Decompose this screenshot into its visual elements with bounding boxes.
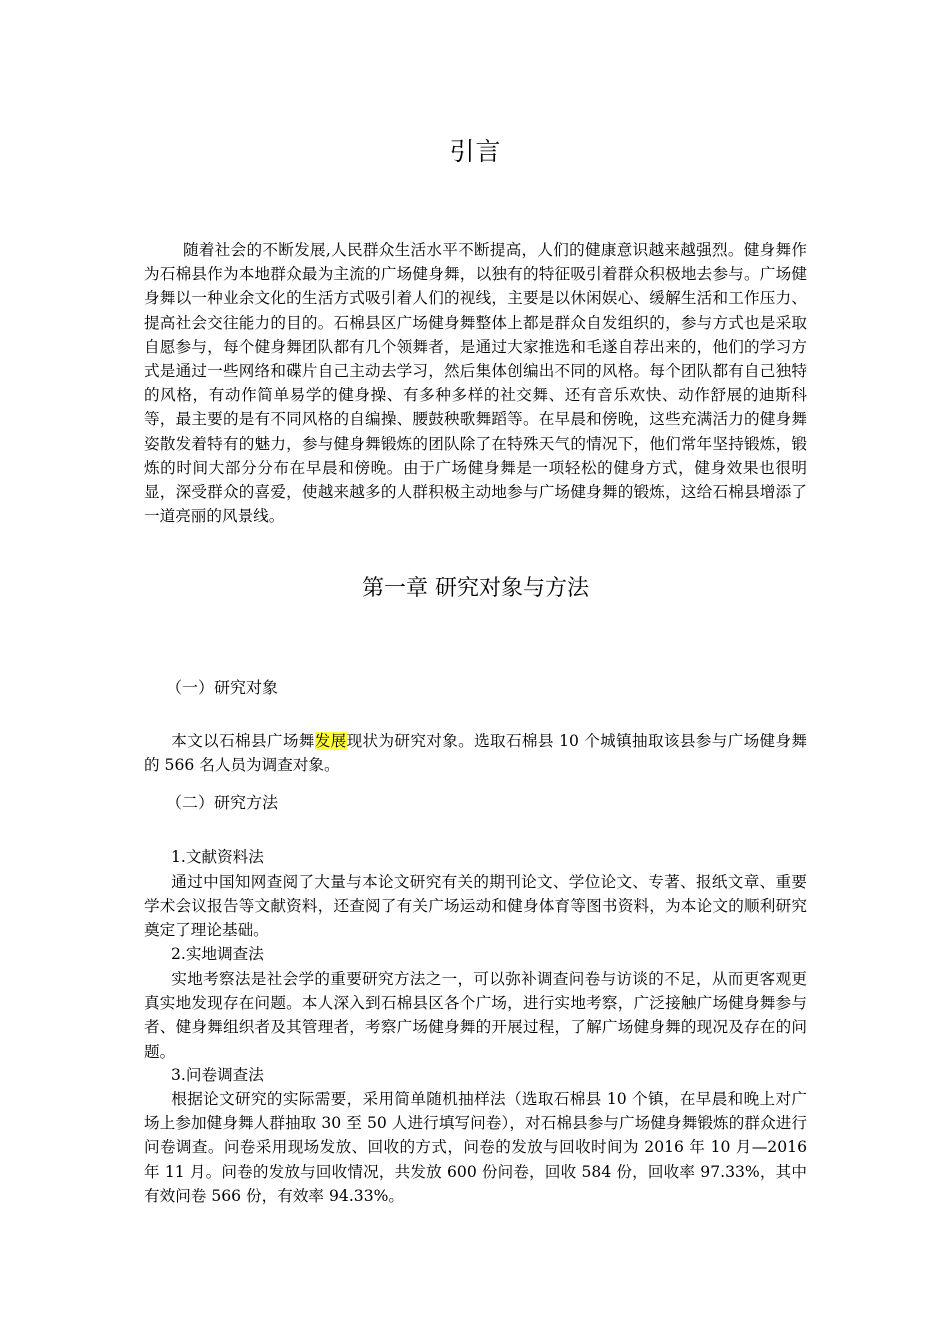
method1-paragraph: 通过中国知网查阅了大量与本论文研究有关的期刊论文、学位论文、专著、报纸文章、重要学术会议报告等文献资料，还查阅了有关广场运动和健身体育等图书资料，为本论文的顺利研究奠定了理论基础。 (144, 873, 807, 940)
chapter1-title: 第一章 研究对象与方法 (362, 576, 589, 601)
highlighted-word: 发展 (314, 732, 347, 750)
method1-title: 1.文献资料法 (171, 848, 264, 866)
section-heading-research-object: （一）研究对象 (166, 678, 279, 697)
method2-title: 2.实地调查法 (171, 945, 264, 963)
intro-paragraph: 随着社会的不断发展,人民群众生活水平不断提高，人们的健康意识越来越强烈。健身舞作为石棉县作为本地群众最为主流的广场健身舞，以独有的特征吸引着群众积极地去参与。广场健身舞以一种业余文化的生活方式吸引着人们的视线，主要是以休闲娱心、缓解生活和工作压力、提高社会交往能力的目的。石棉县区广场健身舞整体上都是群众自发组织的，参与方式也是采取自愿参与，每个健身舞团队都有几个领舞者，是通过大家推选和毛遂自荐出来的，他们的学习方式是通过一些网络和碟片自己主动去学习，然后集体创编出不同的风格。每个团队都有自己独特的风格，有动作简单易学的健身操、有多种多样的社交舞、还有音乐欢快、动作舒展的迪斯科等，最主要的是有不同风格的自编操、腰鼓秧歌舞蹈等。在早晨和傍晚，这些充满活力的健身舞姿散发着特有的魅力，参与健身舞锻炼的团队除了在特殊天气的情况下，他们常年坚持锻炼，锻炼的时间大部分分布在早晨和傍晚。由于广场健身舞是一项轻松的健身方式，健身效果也很明显，深受群众的喜爱，使越来越多的人群积极主动地参与广场健身舞的锻炼，这给石棉县增添了一道亮丽的风景线。 (144, 241, 807, 526)
section-heading-research-method: （二）研究方法 (166, 793, 279, 812)
method2-paragraph: 实地考察法是社会学的重要研究方法之一，可以弥补调查问卷与访谈的不足，从而更客观更真实地发现存在问题。本人深入到石棉县区各个广场，进行实地考察，广泛接触广场健身舞参与者、健身舞组织者及其管理者，考察广场健身舞的开展过程，了解广场健身舞的现况及存在的问题。 (144, 970, 807, 1061)
research-object-paragraph (144, 729, 807, 777)
research-object-text-end: 现状为研究对象。选取石棉县 10 个城镇抽取该县参与广场健身舞的 566 名人员为调查对象。 (144, 732, 807, 775)
research-object-text-start: 本文以石棉县广场舞 (171, 732, 315, 750)
method3-paragraph: 根据论文研究的实际需要，采用简单随机抽样法（选取石棉县 10 个镇，在早晨和晚上对广场上参加健身舞人群抽取 30 至 50 人进行填写问卷），对石棉县参与广场健身舞锻炼的群众进行问卷调查。问卷采用现场发放、回收的方式，问卷的发放与回收时间为 2016 年 10 月—2016 年 11 月。问卷的发放与回收情况，共发放 600 份问卷，回收 584 份，回收率 97.33%，其中有效问卷 566 份，有效率 94.33%。 (144, 1090, 807, 1205)
intro-title: 引言 (449, 137, 502, 166)
method3-title: 3.问卷调查法 (171, 1066, 264, 1084)
